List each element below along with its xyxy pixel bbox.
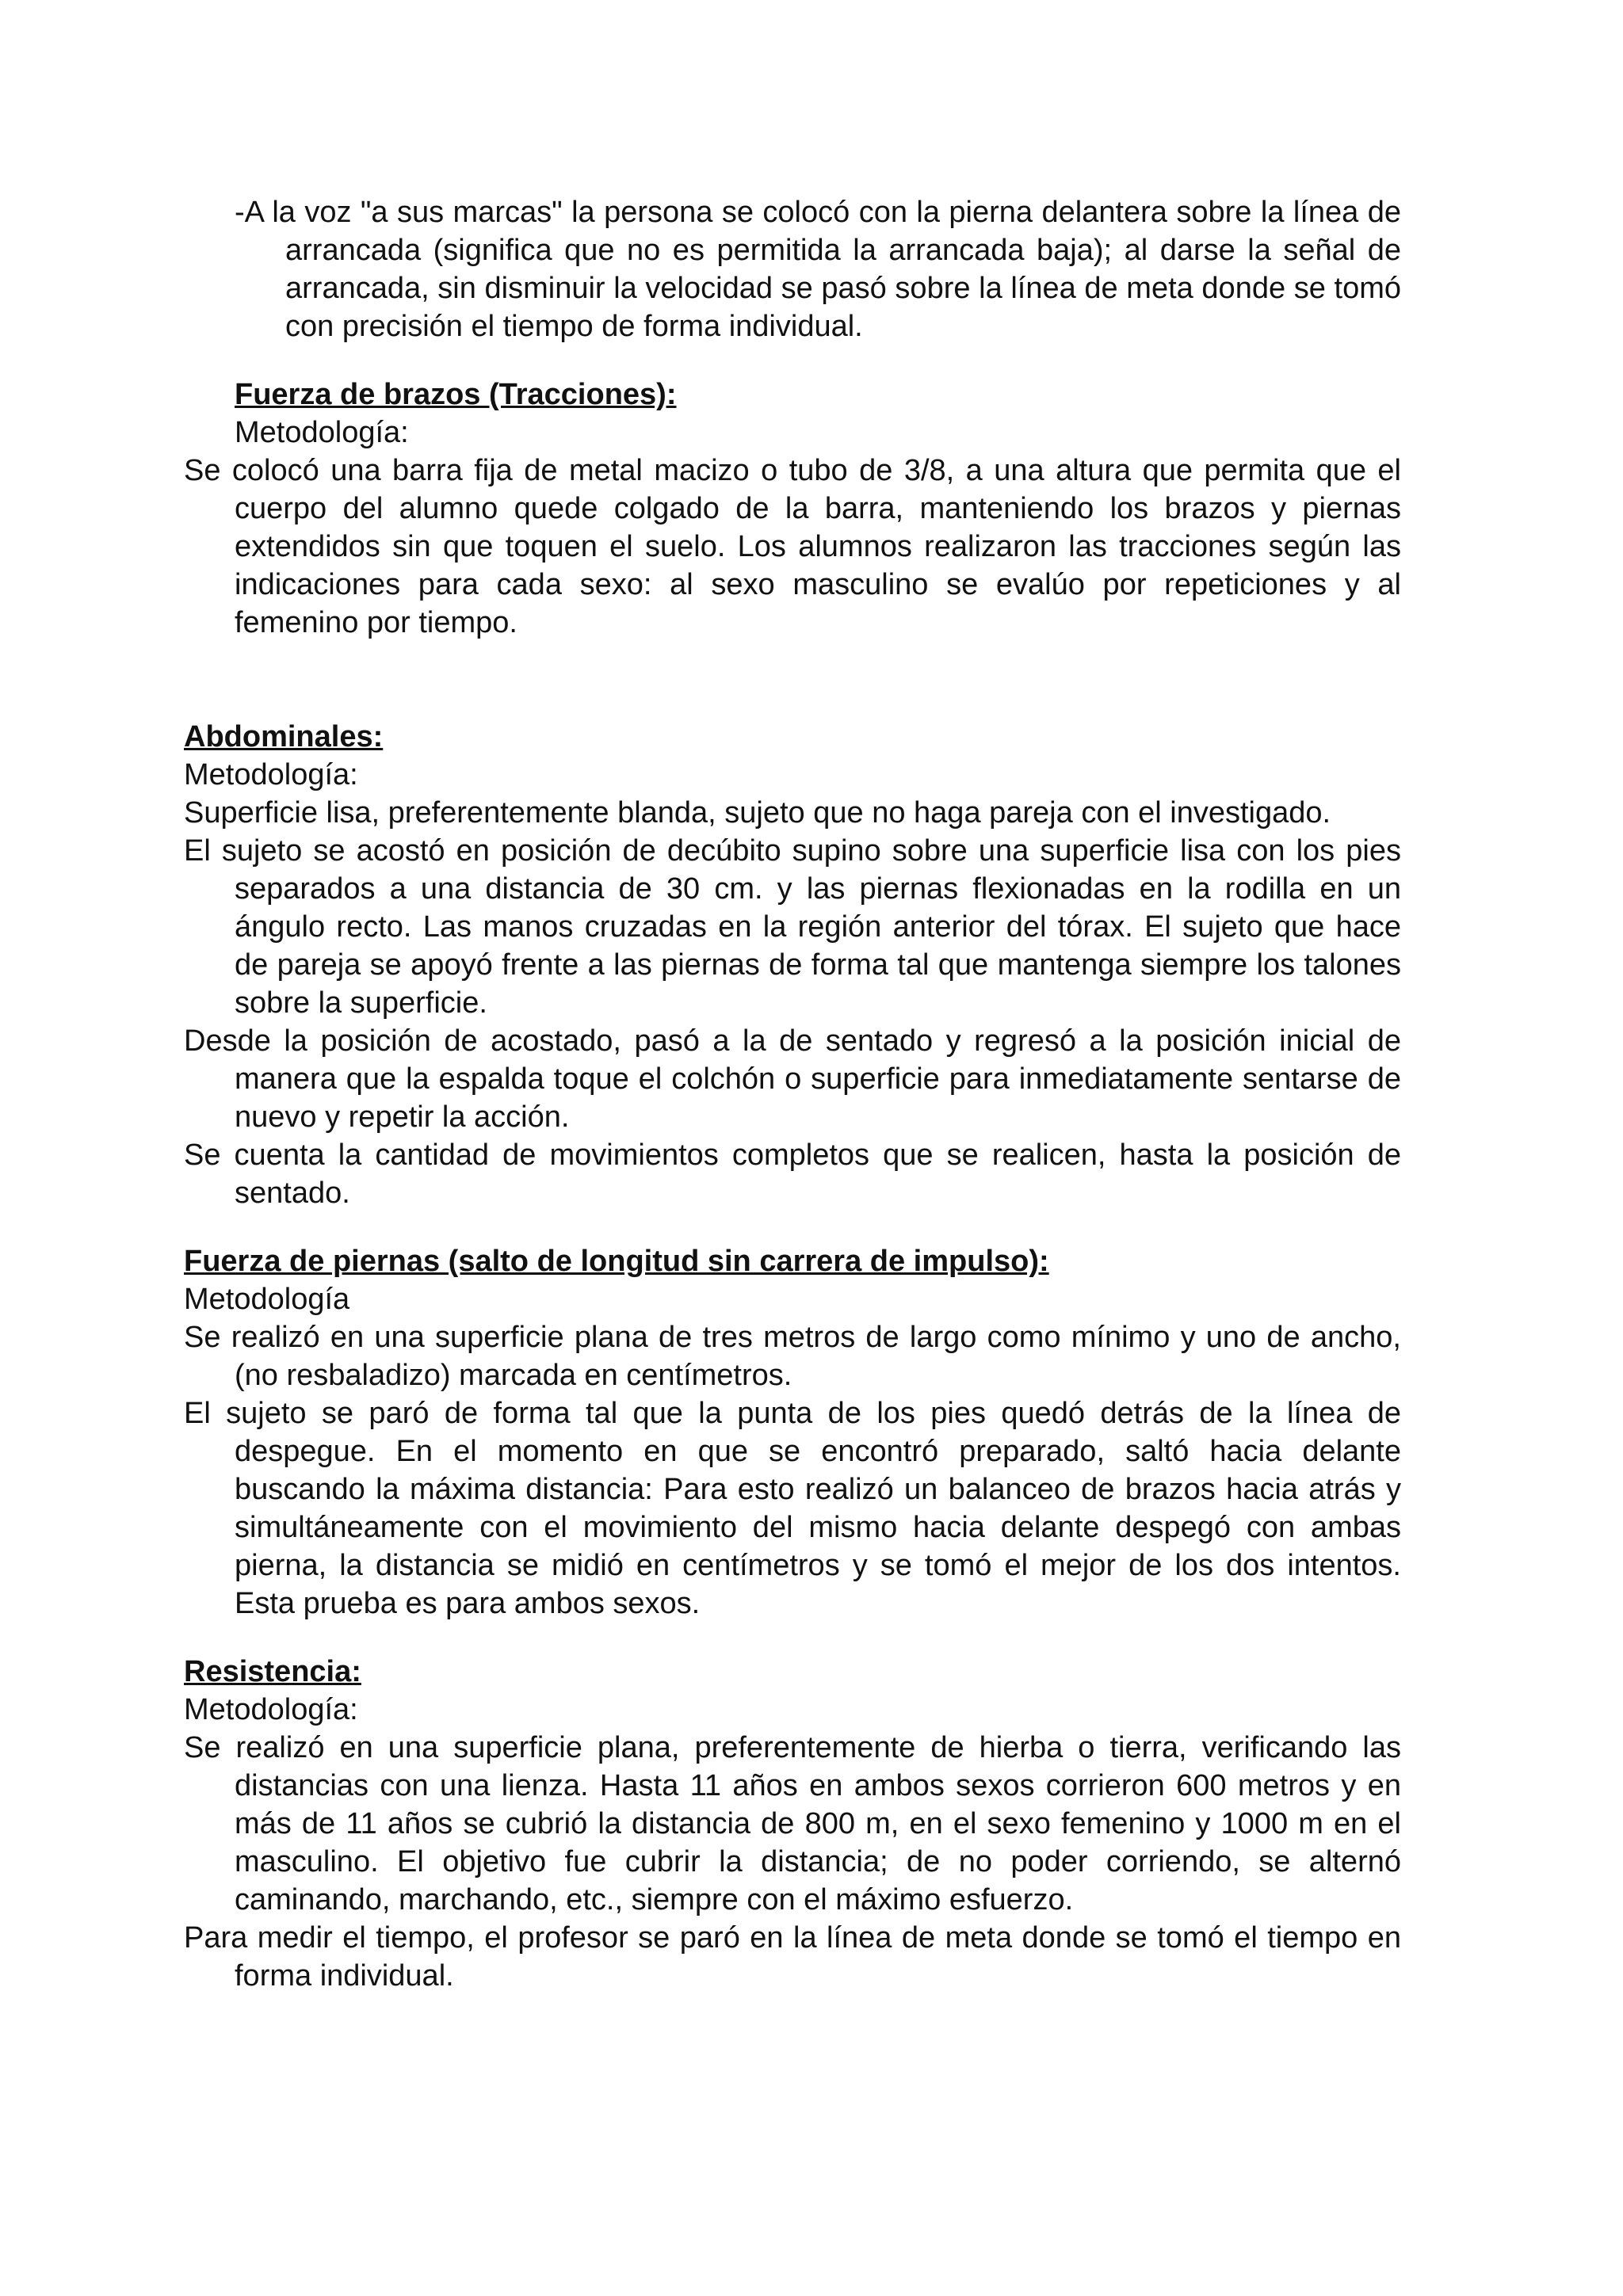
document-body [184,193,1401,1995]
heading-abdominales: Abdominales: [184,720,384,753]
resistencia-paragraph: Se realizó en una superficie plana, preferentemente de hierba o tierra, verificando las distancias con una lienza. Hasta 11 años en ambos sexos corrieron 600 metros y en más de 11 años se cubrió la distancia de 800 m, en el sexo femenino y 1000 m en el masculino. El objetivo fue cubrir la distancia; de no poder corriendo, se alternó caminando, marchando, etc., siempre con el máximo esfuerzo. [184,1731,1401,1917]
piernas-paragraph: Se realizó en una superficie plana de tres metros de largo como mínimo y uno de ancho, (no resbaladizo) marcada en centímetros. [184,1321,1401,1392]
resistencia-paragraph: Para medir el tiempo, el profesor se paró en la línea de meta donde se tomó el tiempo en forma individual. [184,1921,1401,1993]
subheading-metodologia: Metodología: [235,416,409,449]
abdominales-paragraph: Se cuenta la cantidad de movimientos completos que se realicen, hasta la posición de sentado. [184,1138,1401,1210]
heading-fuerza-brazos: Fuerza de brazos (Tracciones): [235,378,677,411]
subheading-metodologia: Metodología: [184,758,358,791]
piernas-paragraph: El sujeto se paró de forma tal que la punta de los pies quedó detrás de la línea de despegue. En el momento en que se encontró preparado, saltó hacia delante buscando la máxima distancia: Para esto realizó un balanceo de brazos hacia atrás y simultáneamente con el movimiento del mismo hacia delante despegó con ambas pierna, la distancia se midió en centímetros y se tomó el mejor de los dos intentos. Esta prueba es para ambos sexos. [184,1397,1401,1620]
subheading-metodologia: Metodología: [184,1693,358,1726]
heading-resistencia: Resistencia: [184,1655,361,1688]
heading-fuerza-piernas: Fuerza de piernas (salto de longitud sin carrera de impulso): [184,1245,1049,1278]
subheading-metodologia: Metodología [184,1283,350,1316]
intro-paragraph: -A la voz "a sus marcas" la persona se colocó con la pierna delantera sobre la línea de arrancada (significa que no es permitida la arrancada baja); al darse la señal de arrancada, sin disminuir la velocidad se pasó sobre la línea de meta donde se tomó con precisión el tiempo de forma individual. [235,196,1401,343]
abdominales-paragraph: Superficie lisa, preferentemente blanda, sujeto que no haga pareja con el investigado. [184,796,1331,830]
abdominales-paragraph: El sujeto se acostó en posición de decúbito supino sobre una superficie lisa con los pies separados a una distancia de 30 cm. y las piernas flexionadas en la rodilla en un ángulo recto. Las manos cruzadas en la región anterior del tórax. El sujeto que hace de pareja se apoyó frente a las piernas de forma tal que mantenga siempre los talones sobre la superficie. [184,834,1401,1020]
brazos-paragraph: Se colocó una barra fija de metal macizo o tubo de 3/8, a una altura que permita que el cuerpo del alumno quede colgado de la barra, manteniendo los brazos y piernas extendidos sin que toquen el suelo. Los alumnos realizaron las tracciones según las indicaciones para cada sexo: al sexo masculino se evalúo por repeticiones y al femenino por tiempo. [184,454,1401,639]
abdominales-paragraph: Desde la posición de acostado, pasó a la de sentado y regresó a la posición inicial de manera que la espalda toque el colchón o superficie para inmediatamente sentarse de nuevo y repetir la acción. [184,1024,1401,1134]
